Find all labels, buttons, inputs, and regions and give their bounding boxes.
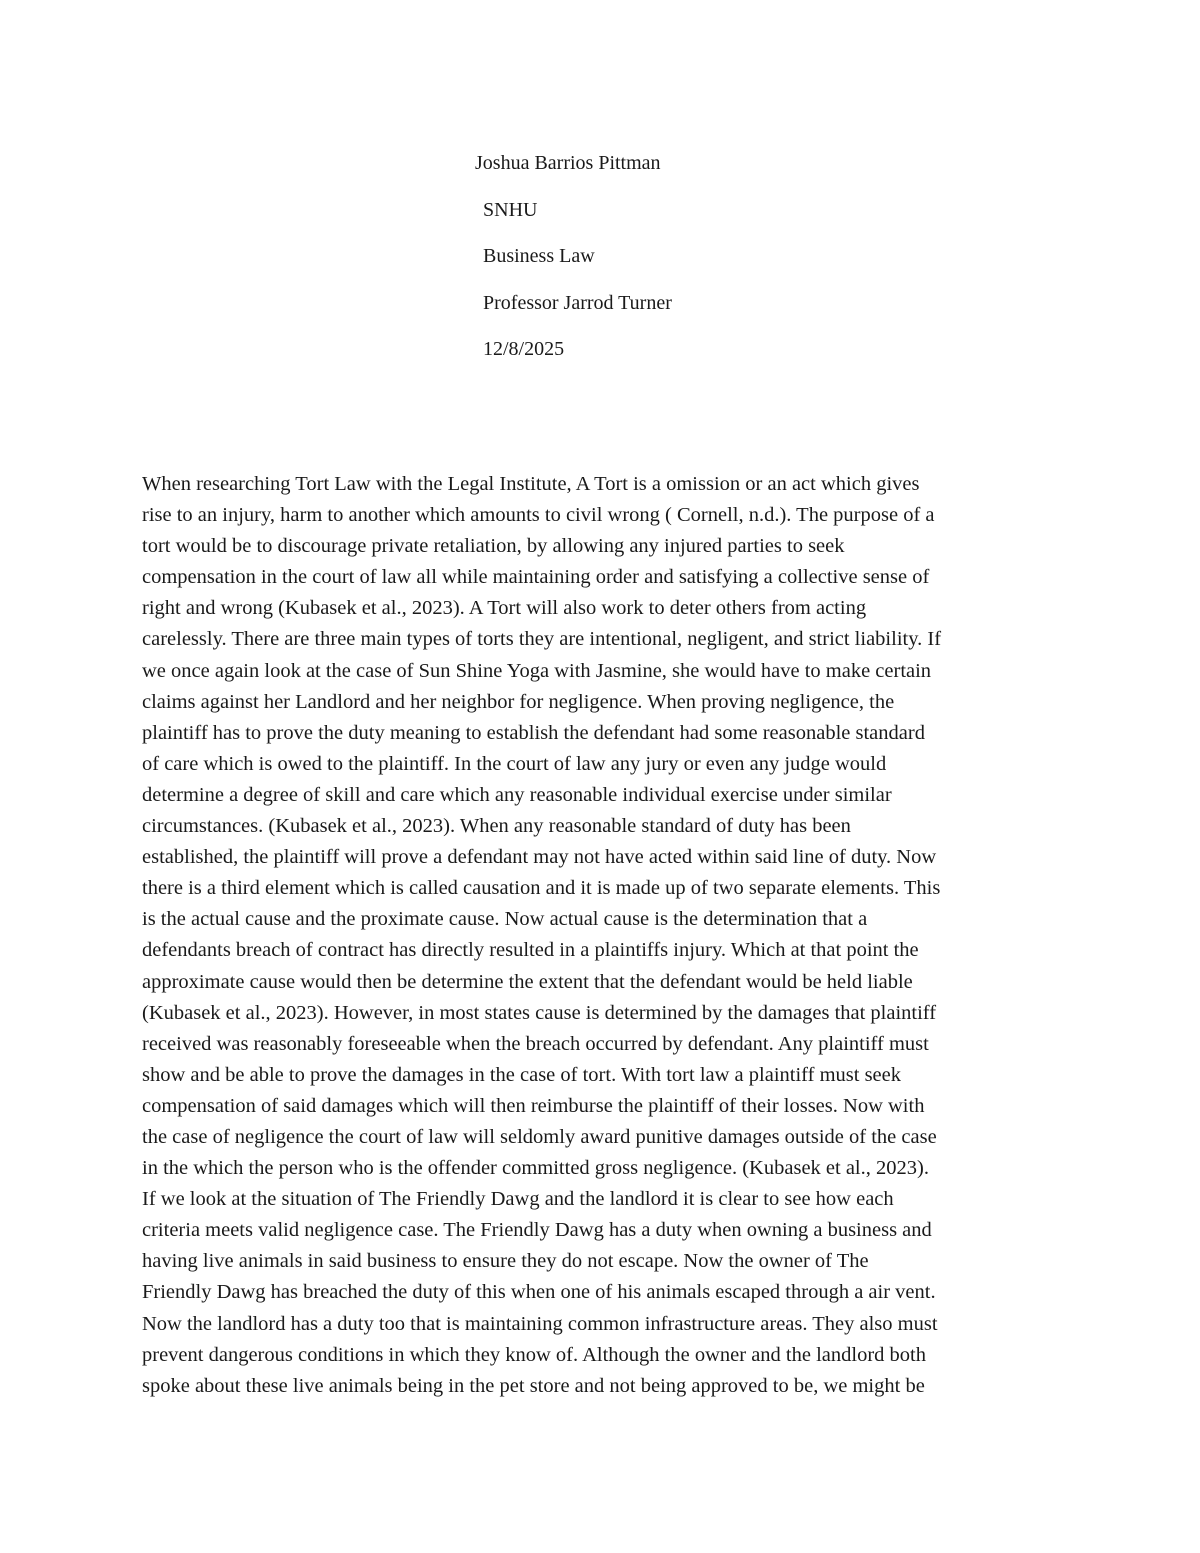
body-line: Now the landlord has a duty too that is maintaining common infrastructure areas. They also must: [142, 1312, 938, 1335]
body-line: plaintiff has to prove the duty meaning to establish the defendant had some reasonable standard: [142, 721, 925, 744]
body-line: When researching Tort Law with the Legal Institute, A Tort is a omission or an act which gives: [142, 473, 920, 495]
body-line: show and be able to prove the damages in the case of tort. With tort law a plaintiff must seek: [142, 1063, 901, 1086]
author-name: Joshua Barrios Pittman: [475, 152, 661, 174]
body-line: tort would be to discourage private retaliation, by allowing any injured parties to seek: [142, 535, 845, 558]
body-line: compensation in the court of law all while maintaining order and satisfying a collective sense of: [142, 566, 930, 589]
body-line: determine a degree of skill and care which any reasonable individual exercise under similar: [142, 783, 892, 806]
body-line: is the actual cause and the proximate cause. Now actual cause is the determination that a: [142, 908, 868, 931]
body-line: right and wrong (Kubasek et al., 2023). A Tort will also work to deter others from acting: [142, 597, 867, 620]
body-line: prevent dangerous conditions in which they know of. Although the owner and the landlord both: [142, 1343, 926, 1366]
body-line: defendants breach of contract has directly resulted in a plaintiffs injury. Which at that point the: [142, 939, 919, 962]
body-line: there is a third element which is called causation and it is made up of two separate elements. This: [142, 877, 941, 900]
body-line: in the which the person who is the offender committed gross negligence. (Kubasek et al., 2023).: [142, 1157, 929, 1180]
body-line: compensation of said damages which will then reimburse the plaintiff of their losses. Now with: [142, 1094, 925, 1117]
body-line: spoke about these live animals being in the pet store and not being approved to be, we might be: [142, 1374, 925, 1397]
body-line: the case of negligence the court of law will seldomly award punitive damages outside of the case: [142, 1125, 937, 1148]
body-line: established, the plaintiff will prove a defendant may not have acted within said line of duty. Now: [142, 846, 937, 869]
course-name: Business Law: [483, 245, 595, 267]
body-line: (Kubasek et al., 2023). However, in most states cause is determined by the damages that plaintiff: [142, 1001, 937, 1024]
body-line: of care which is owed to the plaintiff. In the court of law any jury or even any judge would: [142, 752, 887, 775]
body-line: received was reasonably foreseeable when the breach occurred by defendant. Any plaintiff must: [142, 1032, 929, 1055]
body-line: If we look at the situation of The Friendly Dawg and the landlord it is clear to see how each: [142, 1188, 894, 1211]
body-line: rise to an injury, harm to another which amounts to civil wrong ( Cornell, n.d.). The purpose of a: [142, 504, 935, 527]
body-line: approximate cause would then be determine the extent that the defendant would be held liable: [142, 970, 913, 993]
body-line: we once again look at the case of Sun Shine Yoga with Jasmine, she would have to make certain: [142, 659, 932, 682]
body-line: carelessly. There are three main types of torts they are intentional, negligent, and strict liability. If: [142, 628, 942, 651]
professor-name: Professor Jarrod Turner: [483, 291, 672, 314]
institution: SNHU: [483, 198, 538, 221]
body-line: Friendly Dawg has breached the duty of this when one of his animals escaped through a air vent.: [142, 1281, 936, 1304]
body-line: claims against her Landlord and her neighbor for negligence. When proving negligence, the: [142, 690, 895, 713]
body-line: criteria meets valid negligence case. The Friendly Dawg has a duty when owning a business and: [142, 1219, 932, 1242]
essay-body: [142, 469, 1072, 1402]
body-line: circumstances. (Kubasek et al., 2023). When any reasonable standard of duty has been: [142, 815, 851, 838]
title-block: [475, 140, 975, 373]
body-line: having live animals in said business to ensure they do not escape. Now the owner of The: [142, 1250, 869, 1273]
submission-date: 12/8/2025: [483, 338, 565, 360]
